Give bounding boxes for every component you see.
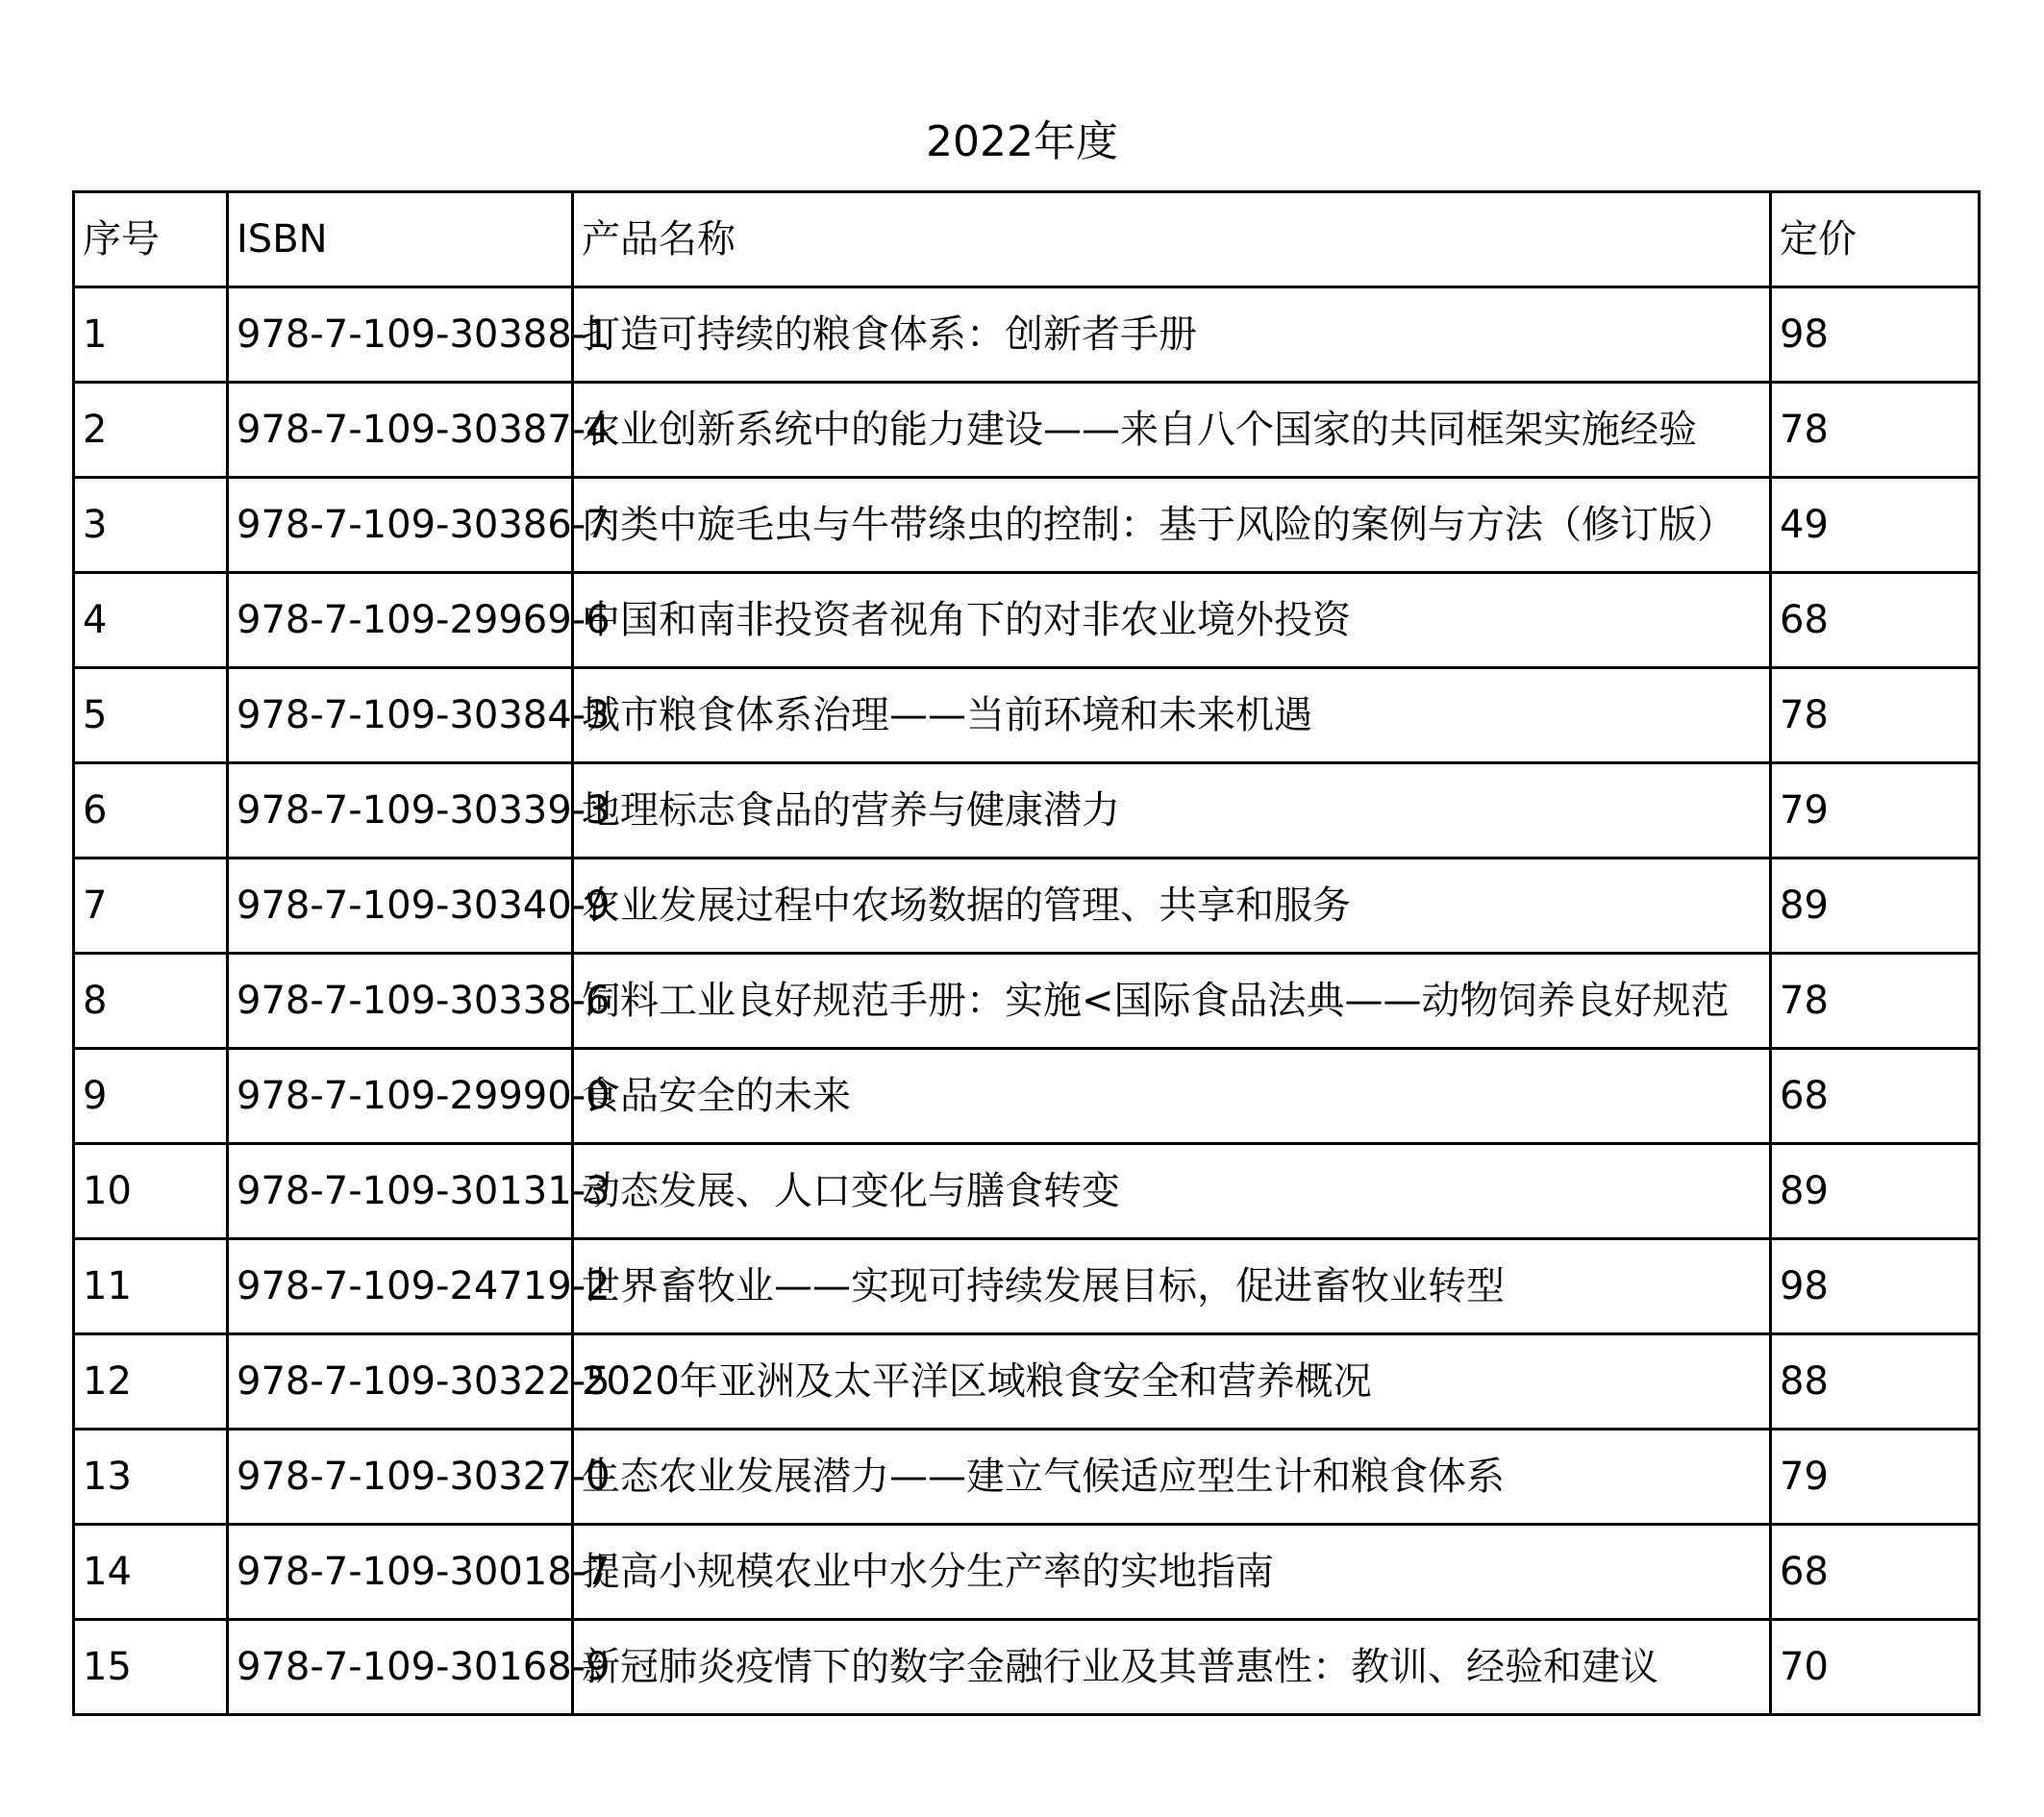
row-product-name: 食品安全的未来 [573,1049,1771,1144]
row-isbn: 978-7-109-30388-1 [228,287,573,383]
row-price: 89 [1771,859,1980,954]
row-price: 98 [1771,1239,1980,1334]
row-number: 8 [74,954,228,1049]
table-row [74,1239,1980,1334]
row-price: 78 [1771,383,1980,478]
row-price: 79 [1771,763,1980,859]
row-isbn: 978-7-109-30340-9 [228,859,573,954]
row-isbn: 978-7-109-30384-3 [228,668,573,763]
row-number: 2 [74,383,228,478]
row-isbn: 978-7-109-29969-6 [228,573,573,668]
row-number: 4 [74,573,228,668]
row-product-name: 城市粮食体系治理——当前环境和未来机遇 [573,668,1771,763]
row-number: 7 [74,859,228,954]
row-product-name: 饲料工业良好规范手册：实施<国际食品法典——动物饲养良好规范 [573,954,1771,1049]
row-price: 68 [1771,573,1980,668]
row-price: 89 [1771,1144,1980,1239]
row-number: 5 [74,668,228,763]
row-number: 1 [74,287,228,383]
row-isbn: 978-7-109-30387-4 [228,383,573,478]
row-number: 9 [74,1049,228,1144]
table-row [74,954,1980,1049]
row-product-name: 生态农业发展潜力——建立气候适应型生计和粮食体系 [573,1430,1771,1525]
row-number: 11 [74,1239,228,1334]
row-price: 98 [1771,287,1980,383]
header-row [74,192,1980,287]
row-product-name: 肉类中旋毛虫与牛带绦虫的控制：基于风险的案例与方法（修订版） [573,478,1771,573]
table-row [74,478,1980,573]
row-isbn: 978-7-109-30339-3 [228,763,573,859]
table-row [74,1525,1980,1620]
row-product-name: 动态发展、人口变化与膳食转变 [573,1144,1771,1239]
table-row [74,763,1980,859]
row-price: 68 [1771,1049,1980,1144]
row-price: 68 [1771,1525,1980,1620]
row-isbn: 978-7-109-30338-6 [228,954,573,1049]
table-row [74,573,1980,668]
table-row [74,1620,1980,1715]
column-header-name: 产品名称 [573,192,1771,287]
row-price: 78 [1771,954,1980,1049]
table-row [74,859,1980,954]
row-number: 10 [74,1144,228,1239]
row-product-name: 世界畜牧业——实现可持续发展目标，促进畜牧业转型 [573,1239,1771,1334]
row-product-name: 农业发展过程中农场数据的管理、共享和服务 [573,859,1771,954]
table-row [74,668,1980,763]
row-number: 15 [74,1620,228,1715]
row-isbn: 978-7-109-30386-7 [228,478,573,573]
row-number: 14 [74,1525,228,1620]
row-product-name: 地理标志食品的营养与健康潜力 [573,763,1771,859]
row-isbn: 978-7-109-30322-5 [228,1334,573,1430]
row-product-name: 打造可持续的粮食体系：创新者手册 [573,287,1771,383]
catalog-table [72,190,1981,1716]
table-row [74,1334,1980,1430]
row-isbn: 978-7-109-30327-0 [228,1430,573,1525]
row-price: 78 [1771,668,1980,763]
row-isbn: 978-7-109-24719-2 [228,1239,573,1334]
row-number: 12 [74,1334,228,1430]
table-row [74,1430,1980,1525]
row-isbn: 978-7-109-30131-3 [228,1144,573,1239]
row-product-name: 提高小规模农业中水分生产率的实地指南 [573,1525,1771,1620]
table-row [74,1049,1980,1144]
row-number: 13 [74,1430,228,1525]
row-price: 70 [1771,1620,1980,1715]
row-product-name: 2020年亚洲及太平洋区域粮食安全和营养概况 [573,1334,1771,1430]
row-price: 79 [1771,1430,1980,1525]
row-price: 88 [1771,1334,1980,1430]
column-header-no: 序号 [74,192,228,287]
row-product-name: 中国和南非投资者视角下的对非农业境外投资 [573,573,1771,668]
column-header-isbn: ISBN [228,192,573,287]
row-isbn: 978-7-109-29990-0 [228,1049,573,1144]
row-price: 49 [1771,478,1980,573]
row-number: 6 [74,763,228,859]
table-row [74,287,1980,383]
row-isbn: 978-7-109-30168-9 [228,1620,573,1715]
column-header-price: 定价 [1771,192,1980,287]
row-isbn: 978-7-109-30018-7 [228,1525,573,1620]
table-row [74,383,1980,478]
row-product-name: 新冠肺炎疫情下的数字金融行业及其普惠性：教训、经验和建议 [573,1620,1771,1715]
page-title: 2022年度 [926,117,1118,166]
table-row [74,1144,1980,1239]
row-product-name: 农业创新系统中的能力建设——来自八个国家的共同框架实施经验 [573,383,1771,478]
row-number: 3 [74,478,228,573]
